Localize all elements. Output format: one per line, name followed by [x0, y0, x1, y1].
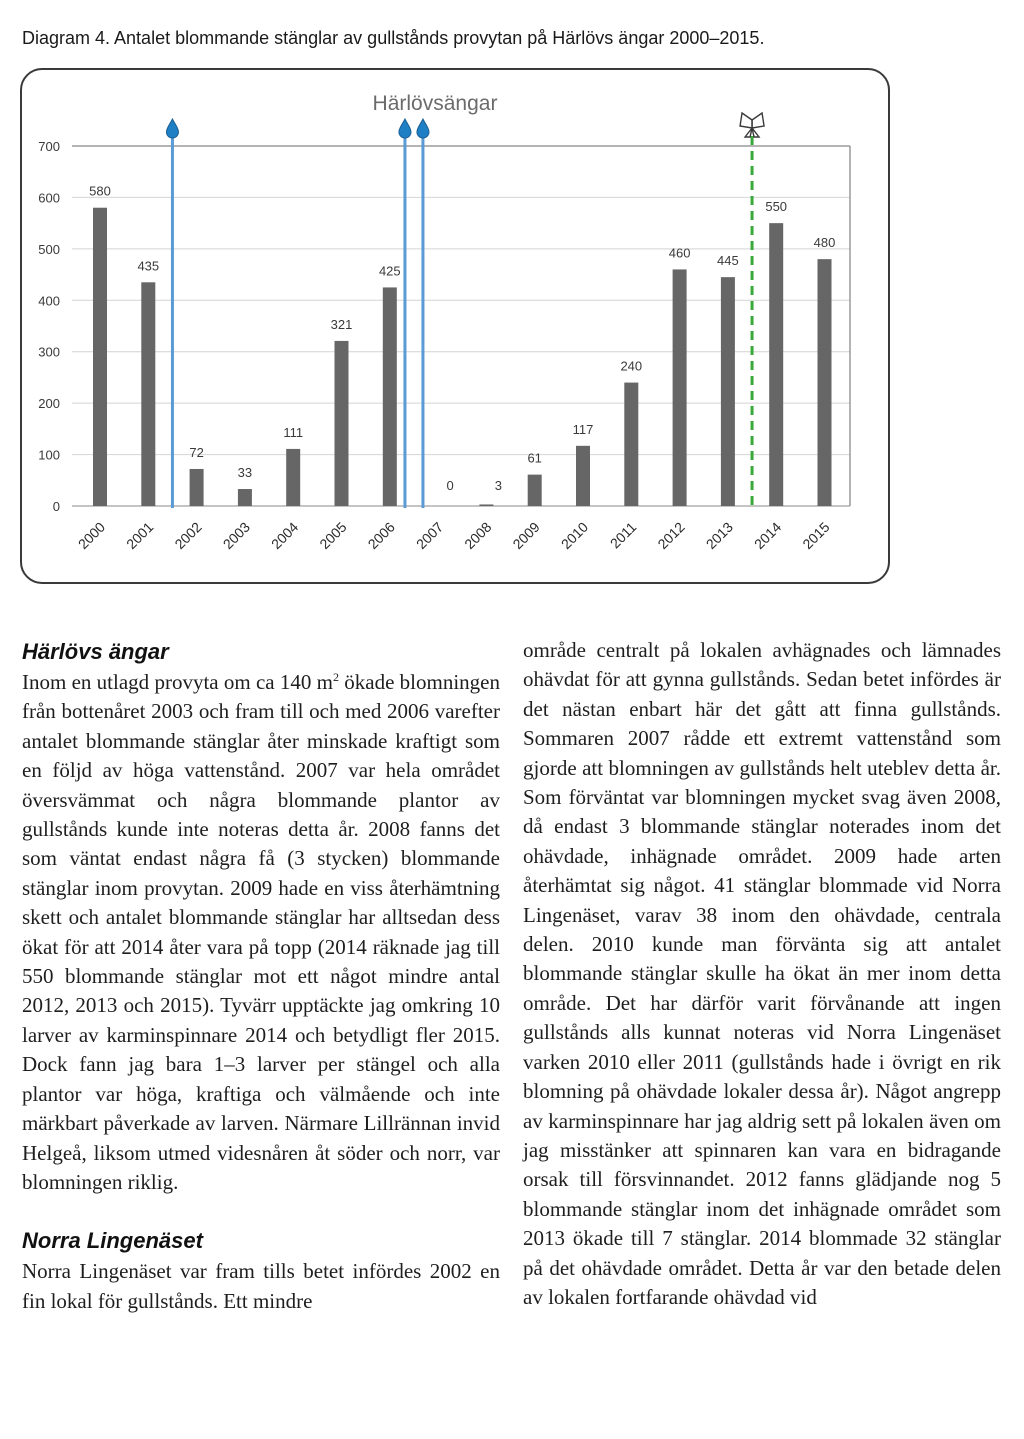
x-tick-label: 2009	[509, 518, 543, 553]
bar-2009	[528, 475, 542, 506]
bar-2014	[769, 223, 783, 506]
data-label: 480	[813, 235, 836, 251]
x-tick-label: 2012	[654, 518, 688, 553]
paragraph-harlovs-angar	[22, 668, 500, 1197]
data-label: 0	[446, 478, 454, 493]
butterfly-hindwing-right	[752, 128, 759, 137]
data-label: 435	[137, 258, 160, 274]
chart-title: Härlövsängar	[372, 92, 498, 115]
bar-chart	[0, 0, 1024, 620]
water-drop-icon	[166, 119, 178, 138]
bar-2001	[141, 282, 155, 506]
data-label: 111	[283, 424, 304, 440]
bar-2004	[286, 449, 300, 506]
x-tick-label: 2013	[702, 518, 737, 553]
bar-2012	[673, 269, 687, 506]
bar-2006	[383, 287, 397, 506]
data-label: 425	[378, 263, 401, 279]
data-label: 445	[717, 253, 739, 269]
x-tick-label: 2000	[74, 518, 109, 553]
x-tick-label: 2015	[799, 518, 833, 553]
y-tick-label: 200	[38, 396, 60, 412]
left-column	[22, 636, 500, 1316]
data-label: 33	[237, 465, 253, 481]
data-label: 240	[620, 358, 643, 374]
x-tick-label: 2004	[267, 518, 302, 553]
paragraph-continued: område centralt på lokalen avhägnades och lämnades ohävdat för att gynna gullstånds. Sedan betet infördes är det nästan enbart här det gått att finna gullstånds. Sommaren 2007 rådde ett extremt vattenstånd som gjorde att blomningen av gullstånds helt uteblev detta år. Som förväntat var blomningen mycket svag även 2008, då endast 3 blommande stänglar noterades inom det ohävdade, inhägnade området. 2009 hade arten återhämtat sig något. 41 stänglar blommade vid Norra Lingenäset, varav 38 inom den ohävdade, centrala delen. 2010 kunde man förvänta sig att antalet blommande stänglar skulle ha ökat än mer inom detta område. Det har därför varit förvånande att ingen gullstånds alls kunnat noteras vid Norra Lingenäset varken 2010 eller 2011 (gullstånds hade i övrigt en rik blomning på ohävdade lokaler dessa år). Något angrepp av karminspinnare har jag aldrig sett på lokalen även om jag misstänker att spinnaren kan vara en bidragande orsak till försvinnandet. 2012 fanns glädjande nog 5 blommande stänglar inom det inhägnade området som 2013 ökade till 7 stänglar. 2014 blommade 32 stänglar på det ohävdade området. Detta år var den betade delen av lokalen fortfarande ohävdad vid	[523, 638, 1001, 1309]
bar-2002	[190, 469, 204, 506]
data-label: 117	[572, 421, 594, 437]
data-label: 321	[330, 316, 353, 332]
data-label: 3	[494, 478, 503, 493]
y-tick-label: 500	[38, 241, 60, 257]
x-tick-label: 2008	[461, 518, 495, 553]
bar-2005	[335, 341, 349, 506]
y-tick-label: 100	[38, 447, 60, 463]
bar-2010	[576, 446, 590, 506]
bar-2003	[238, 489, 252, 506]
bar-2013	[721, 277, 735, 506]
y-tick-label: 700	[38, 139, 60, 154]
x-tick-label: 2006	[364, 518, 398, 553]
paragraph-text: ökade blomningen från bottenåret 2003 och fram till och med 2006 varefter antalet blommande stänglar åter minskade kraftigt som en följd av höga vattenstånd. 2007 var hela området översvämmat och några blommande plantor av gullstånds kunde inte noteras detta år. 2008 fanns det som väntat endast några få (3 stycken) blommande stänglar inom provytan. 2009 hade en viss återhämtning skett och antalet blommande stänglar har alltsedan dess ökat för att 2014 åter vara på topp (2014 räknade jag till 550 blommande stänglar mot ett något mindre antal 2012, 2013 och 2015). Tyvärr upptäckte jag omkring 10 larver av karminspinnare 2014 och betydligt fler 2015. Dock fann jag bara 1–3 larver per stängel och alla plantor var höga, kraftiga och välmående och inte märkbart påverkade av larven. Närmare Lillrännan invid Helgeå, liksom utmed videsnåren åt söder och norr, var blomningen riklig.	[22, 670, 500, 1194]
water-drop-icon	[417, 119, 429, 138]
paragraph-norra-lingenaset: Norra Lingenäset var fram tills betet infördes 2002 en fin lokal för gullstånds. Ett mindre	[22, 1259, 500, 1313]
butterfly-icon	[740, 113, 764, 137]
y-tick-label: 300	[38, 344, 60, 360]
x-tick-label: 2014	[750, 518, 785, 553]
x-tick-label: 2001	[123, 518, 157, 553]
x-axis-ticks	[75, 519, 833, 552]
bar-2015	[818, 259, 832, 506]
y-tick-label: 600	[38, 190, 60, 206]
data-label: 550	[765, 199, 788, 215]
butterfly-wing-right	[752, 113, 764, 128]
x-tick-label: 2011	[606, 518, 640, 552]
paragraph-text: Inom en utlagd provyta om ca 140 m	[22, 670, 333, 694]
data-label: 460	[668, 245, 691, 261]
superscript: 2	[332, 670, 339, 684]
data-label: 61	[527, 450, 542, 466]
bar-2011	[624, 383, 638, 506]
x-tick-label: 2005	[316, 518, 350, 553]
bar-2008	[479, 504, 493, 506]
x-tick-label: 2007	[412, 518, 447, 553]
x-tick-label: 2003	[219, 518, 254, 553]
y-axis-ticks	[38, 139, 60, 514]
y-tick-label: 400	[38, 293, 60, 309]
section-heading-norra-lingenaset: Norra Lingenäset	[22, 1228, 203, 1254]
bar-2000	[93, 208, 107, 506]
right-column	[523, 636, 1001, 1312]
data-label: 580	[89, 183, 111, 199]
y-tick-label: 0	[52, 499, 60, 514]
section-heading-harlovs-angar: Härlövs ängar	[22, 639, 169, 664]
x-tick-label: 2010	[557, 518, 592, 553]
data-label: 72	[189, 444, 204, 460]
butterfly-hindwing-left	[745, 128, 752, 137]
butterfly-wing-left	[740, 113, 752, 128]
x-tick-label: 2002	[171, 518, 205, 553]
figure-caption: Diagram 4. Antalet blommande stänglar av gullstånds provytan på Härlövs ängar 2000–2015.	[22, 28, 765, 48]
water-drop-icon	[399, 119, 411, 138]
